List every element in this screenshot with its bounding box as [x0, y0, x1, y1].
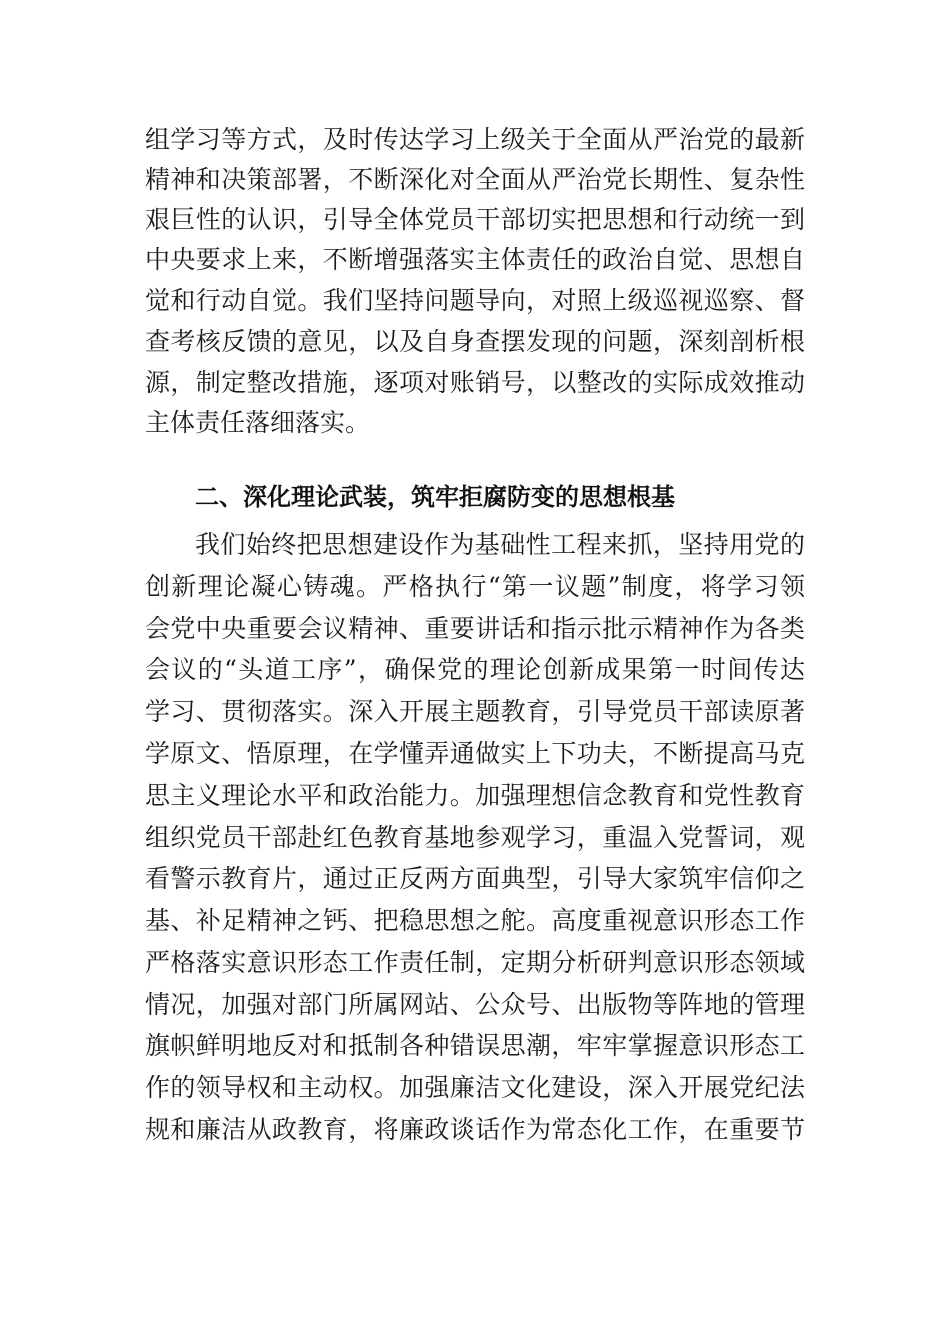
paragraph-1-line-2: 精神和决策部署，不断深化对全面从严治党长期性、复杂性 [145, 165, 805, 194]
section-2-line-3: 会党中央重要会议精神、重要讲话和指示批示精神作为各类 [145, 614, 805, 643]
section-heading: 二、深化理论武装，筑牢拒腐防变的思想根基 [195, 483, 675, 511]
section-2-line-12: 情况，加强对部门所属网站、公众号、出版物等阵地的管理 [145, 990, 805, 1019]
paragraph-1-line-8: 主体责任落细落实。 [145, 408, 371, 437]
section-2-line-10: 基、补足精神之钙、把稳思想之舵。高度重视意识形态工作 [145, 906, 805, 935]
paragraph-1-line-7: 源，制定整改措施，逐项对账销号，以整改的实际成效推动 [145, 368, 805, 397]
paragraph-1-line-3: 艰巨性的认识，引导全体党员干部切实把思想和行动统一到 [145, 205, 805, 234]
section-2-line-14: 作的领导权和主动权。加强廉洁文化建设，深入开展党纪法 [145, 1073, 805, 1102]
section-2-line-13: 旗帜鲜明地反对和抵制各种错误思潮，牢牢掌握意识形态工 [145, 1031, 805, 1060]
section-2-line-4: 会议的“头道工序”，确保党的理论创新成果第一时间传达 [145, 655, 805, 684]
paragraph-1-line-6: 查考核反馈的意见，以及自身查摆发现的问题，深刻剖析根 [145, 327, 805, 356]
section-2-line-2: 创新理论凝心铸魂。严格执行“第一议题”制度，将学习领 [145, 572, 805, 601]
paragraph-1-line-4: 中央要求上来，不断增强落实主体责任的政治自觉、思想自 [145, 245, 805, 274]
section-2-line-1: 我们始终把思想建设作为基础性工程来抓，坚持用党的 [195, 530, 805, 559]
section-2-line-5: 学习、贯彻落实。深入开展主题教育，引导党员干部读原著 [145, 697, 805, 726]
section-2-line-7: 思主义理论水平和政治能力。加强理想信念教育和党性教育 [145, 781, 805, 810]
section-2-line-11: 严格落实意识形态工作责任制，定期分析研判意识形态领域 [145, 948, 805, 977]
section-2-line-8: 组织党员干部赴红色教育基地参观学习，重温入党誓词，观 [145, 823, 805, 852]
paragraph-1-line-1: 组学习等方式，及时传达学习上级关于全面从严治党的最新 [145, 125, 805, 154]
section-2-line-6: 学原文、悟原理，在学懂弄通做实上下功夫，不断提高马克 [145, 739, 805, 768]
section-2-line-15: 规和廉洁从政教育，将廉政谈话作为常态化工作，在重要节 [145, 1115, 805, 1144]
section-2-line-9: 看警示教育片，通过正反两方面典型，引导大家筑牢信仰之 [145, 864, 805, 893]
paragraph-1-line-5: 觉和行动自觉。我们坚持问题导向，对照上级巡视巡察、督 [145, 286, 805, 315]
